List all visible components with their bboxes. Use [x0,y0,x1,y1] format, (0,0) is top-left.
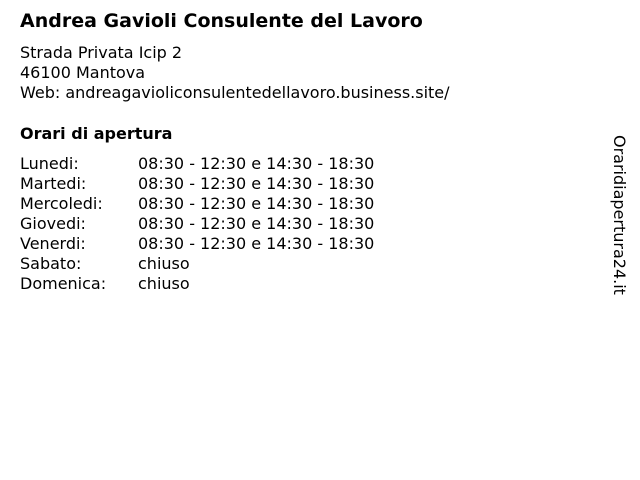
hours-row-saturday [20,254,374,274]
day-hours: 08:30 - 12:30 e 14:30 - 18:30 [138,234,375,253]
hours-row-thursday [20,214,374,234]
opening-hours-table [20,154,374,294]
opening-hours-heading: Orari di apertura [20,124,173,143]
day-hours: chiuso [138,254,190,273]
business-name: Andrea Gavioli Consulente del Lavoro [20,10,423,32]
day-label: Domenica: [20,274,107,293]
day-label: Mercoledi: [20,194,103,213]
hours-row-wednesday [20,194,374,214]
day-hours: 08:30 - 12:30 e 14:30 - 18:30 [138,214,375,233]
day-label: Martedi: [20,174,87,193]
site-watermark [608,135,630,310]
day-hours: 08:30 - 12:30 e 14:30 - 18:30 [138,154,375,173]
hours-row-sunday [20,274,374,294]
day-label: Venerdi: [20,234,86,253]
day-hours: chiuso [138,274,190,293]
day-label: Lunedi: [20,154,79,173]
hours-row-monday [20,154,374,174]
day-label: Giovedi: [20,214,86,233]
day-hours: 08:30 - 12:30 e 14:30 - 18:30 [138,174,375,193]
watermark-text: Oraridiapertura24.it [610,135,629,295]
website-line: Web: andreagavioliconsulentedellavoro.business.site/ [20,83,450,102]
business-address [20,43,450,103]
hours-row-tuesday [20,174,374,194]
day-hours: 08:30 - 12:30 e 14:30 - 18:30 [138,194,375,213]
city-postcode: 46100 Mantova [20,63,146,82]
day-label: Sabato: [20,254,82,273]
hours-row-friday [20,234,374,254]
street-address: Strada Privata Icip 2 [20,43,183,62]
